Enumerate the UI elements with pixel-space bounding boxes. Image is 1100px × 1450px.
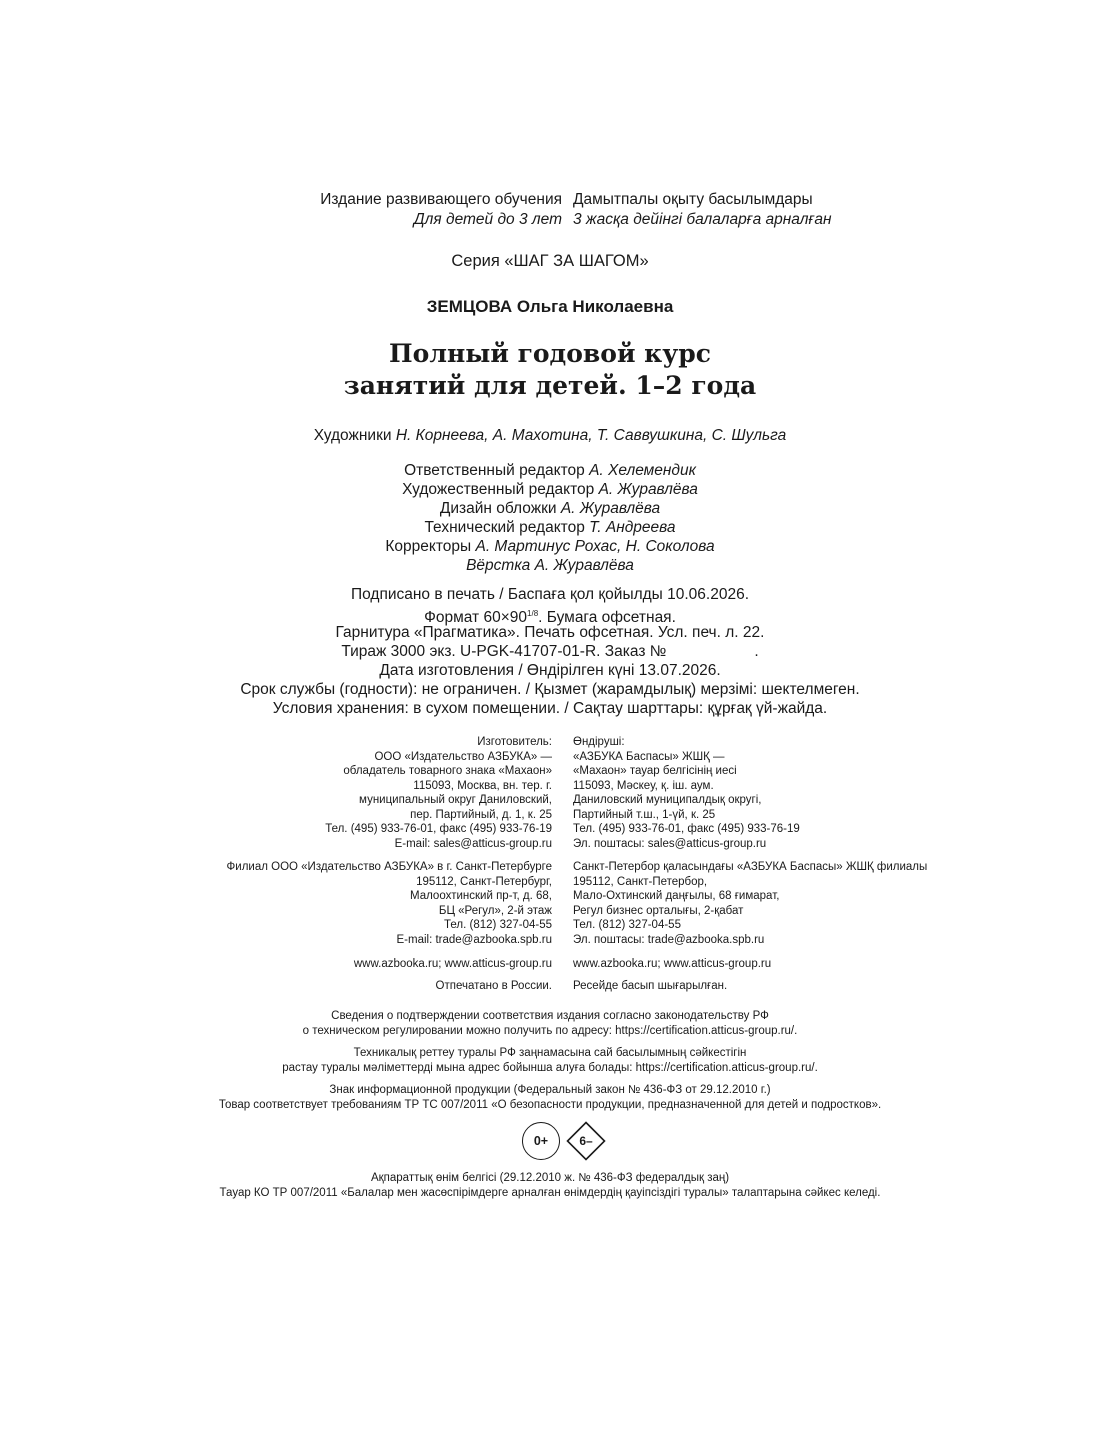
manufacturer-line: Изготовитель: bbox=[477, 736, 552, 748]
format-line bbox=[0, 604, 1100, 626]
branch-line: Тел. (812) 327-04-55 bbox=[444, 919, 552, 931]
artists-line bbox=[0, 427, 1100, 445]
credit-name: А. Журавлёва bbox=[598, 481, 698, 498]
certification-kz bbox=[0, 1046, 1100, 1075]
manufacturer-line: Партийный т.ш., 1-үй, к. 25 bbox=[573, 808, 716, 821]
credit-row bbox=[0, 537, 1100, 556]
edition-header-kz bbox=[573, 190, 831, 230]
credit-name: А. Журавлёва bbox=[534, 557, 634, 574]
manufacturer-kz bbox=[573, 735, 800, 851]
branch-kz bbox=[573, 860, 927, 947]
print-run: Тираж 3000 экз. U-PGK-41707-01-R. Заказ № bbox=[341, 643, 667, 660]
credit-role: Корректоры bbox=[385, 538, 472, 555]
branch-line: Филиал ООО «Издательство АЗБУКА» в г. Санкт-Петербурге bbox=[226, 861, 552, 873]
format-prefix: Формат 60×90 bbox=[424, 609, 527, 626]
artists-label: Художники bbox=[313, 427, 392, 444]
manufacture-date: Дата изготовления / Өндірілген күні 13.07.2026. bbox=[379, 662, 721, 679]
credit-role: Художественный редактор bbox=[402, 481, 595, 498]
age-note-kz: 3 жасқа дейінгі балаларға арналған bbox=[573, 211, 832, 228]
certification-line: Сведения о подтверждении соответствия издания согласно законодательству РФ bbox=[331, 1010, 769, 1022]
age-note-ru: Для детей до 3 лет bbox=[413, 211, 562, 228]
credit-row bbox=[0, 499, 1100, 518]
credit-role: Технический редактор bbox=[424, 519, 585, 536]
storage-conditions: Условия хранения: в сухом помещении. / Сақтау шарттары: құрғақ үй-жайда. bbox=[272, 700, 828, 717]
credit-role: Дизайн обложки bbox=[439, 500, 557, 517]
credit-role: Вёрстка bbox=[466, 557, 531, 574]
credit-name: А. Журавлёва bbox=[560, 500, 661, 517]
printed-in-kz: Ресейде басып шығарылған. bbox=[573, 980, 728, 992]
branch-line: Регул бизнес орталығы, 2-қабат bbox=[573, 904, 744, 917]
age-diamond-label: 6– bbox=[579, 1134, 593, 1148]
info-sign-line: Товар соответствует требованиям ТР ТС 007/2011 «О безопасности продукции, предназначенной для детей и подростков». bbox=[218, 1098, 882, 1111]
edition-type-kz: Дамытпалы оқыту басылымдары bbox=[573, 191, 813, 208]
author-name: ЗЕМЦОВА Ольга Николаевна bbox=[426, 297, 674, 316]
manufacturer-line: Өндіруші: bbox=[573, 736, 625, 748]
manufacturer-line: 115093, Москва, вн. тер. г. bbox=[413, 779, 552, 792]
branch-line: Санкт-Петербор қаласындағы «АЗБУКА Баспасы» ЖШҚ филиалы bbox=[573, 861, 928, 873]
manufacturer-line: Даниловский муниципалдық округі, bbox=[573, 794, 762, 806]
manufacturer-line: 115093, Мәскеу, қ. іш. аум. bbox=[573, 779, 714, 792]
print-run-line bbox=[0, 642, 1100, 661]
info-sign-kz bbox=[0, 1171, 1100, 1200]
service-life: Срок службы (годности): не ограничен. / Қызмет (жарамдылық) мерзімі: шектелмеген. bbox=[240, 681, 860, 698]
age-circle-label: 0+ bbox=[533, 1134, 549, 1148]
artists-names: Н. Корнеева, А. Махотина, Т. Саввушкина, С. Шульга bbox=[395, 427, 787, 444]
certification-line: растау туралы мәліметтерді мына адрес бойынша алуға болады: https://certification.atticus-group.ru/. bbox=[282, 1061, 818, 1074]
format-fraction: 1/8 bbox=[527, 609, 539, 618]
signed-date: Подписано в печать / Баспаға қол қойылды 10.06.2026. bbox=[350, 586, 750, 603]
age-circle-icon bbox=[522, 1122, 560, 1160]
print-details bbox=[0, 585, 1100, 718]
branch-line: 195112, Санкт-Петербор, bbox=[573, 875, 708, 888]
branch-line: Малоохтинский пр-т, д. 68, bbox=[409, 890, 552, 902]
websites-kz: www.azbooka.ru; www.atticus-group.ru bbox=[573, 958, 772, 970]
manufacturer-line: пер. Партийный, д. 1, к. 25 bbox=[410, 808, 552, 821]
manufacturer-email: E-mail: sales@atticus-group.ru bbox=[394, 837, 552, 850]
branch-line: 195112, Санкт-Петербург, bbox=[416, 875, 552, 888]
certification-line: Техникалық реттеу туралы РФ заңнамасына сай басылымның сәйкестігін bbox=[353, 1047, 747, 1059]
credit-row bbox=[0, 556, 1100, 575]
printed-in-ru: Отпечатано в России. bbox=[435, 980, 552, 992]
websites-ru: www.azbooka.ru; www.atticus-group.ru bbox=[353, 958, 552, 970]
age-diamond-icon bbox=[566, 1121, 606, 1161]
branch-email: E-mail: trade@azbooka.spb.ru bbox=[396, 933, 552, 946]
credit-name: А. Хелемендик bbox=[589, 462, 696, 479]
fraction-numerator: 1 bbox=[527, 609, 532, 618]
branch-line: Мало-Охтинский даңғылы, 68 ғимарат, bbox=[573, 890, 780, 902]
credit-name: А. Мартинус Рохас, Н. Соколова bbox=[475, 538, 715, 555]
info-sign-line: Знак информационной продукции (Федеральный закон № 436-ФЗ от 29.12.2010 г.) bbox=[329, 1084, 771, 1096]
branch-line: БЦ «Регул», 2-й этаж bbox=[438, 904, 552, 917]
print-run-end: . bbox=[754, 643, 759, 660]
manufacturer-line: «Махаон» тауар белгісінің иесі bbox=[573, 765, 737, 777]
manufacturer-line: «АЗБУКА Баспасы» ЖШҚ — bbox=[573, 750, 725, 763]
info-sign-line: Ақпараттық өнім белгісі (29.12.2010 ж. № 436-ФЗ федералдық заң) bbox=[370, 1172, 730, 1184]
manufacturer-line: Тел. (495) 933-76-01, факс (495) 933-76-19 bbox=[573, 823, 800, 835]
manufacturer-line: Тел. (495) 933-76-01, факс (495) 933-76-19 bbox=[325, 823, 552, 835]
series-name: Серия «ШАГ ЗА ШАГОМ» bbox=[451, 252, 649, 270]
book-title-line-1: Полный годовой курс bbox=[389, 339, 711, 368]
format-suffix: . Бумага офсетная. bbox=[538, 609, 676, 626]
manufacturer-line: ООО «Издательство АЗБУКА» — bbox=[374, 750, 552, 763]
typeface-line: Гарнитура «Прагматика». Печать офсетная. Усл. печ. л. 22. bbox=[335, 624, 765, 641]
credit-row bbox=[0, 461, 1100, 480]
edition-header-ru bbox=[320, 190, 562, 230]
book-title bbox=[0, 338, 1100, 402]
manufacturer-email: Эл. поштасы: sales@atticus-group.ru bbox=[573, 837, 767, 850]
manufacturer-ru bbox=[325, 735, 552, 851]
credit-name: Т. Андреева bbox=[589, 519, 676, 536]
certification-ru bbox=[0, 1009, 1100, 1038]
certification-line: о техническом регулировании можно получить по адресу: https://certification.atticus-group.ru/. bbox=[302, 1024, 798, 1037]
branch-email: Эл. поштасы: trade@azbooka.spb.ru bbox=[573, 933, 765, 946]
credit-role: Ответственный редактор bbox=[404, 462, 585, 479]
manufacturer-line: обладатель товарного знака «Махаон» bbox=[343, 765, 552, 777]
manufacturer-line: муниципальный округ Даниловский, bbox=[359, 794, 552, 806]
credits-list bbox=[0, 461, 1100, 575]
credit-row bbox=[0, 480, 1100, 499]
edition-type-ru: Издание развивающего обучения bbox=[320, 191, 562, 208]
info-sign-ru bbox=[0, 1083, 1100, 1112]
fraction-denominator: 8 bbox=[533, 609, 539, 618]
branch-line: Тел. (812) 327-04-55 bbox=[573, 919, 681, 931]
info-sign-line: Тауар КО ТР 007/2011 «Балалар мен жасөспірімдерге арналған өнімдердің қауіпсіздігі туралы» талаптарына сәйкес келеді. bbox=[219, 1186, 881, 1199]
book-title-line-2: занятий для детей. 1–2 года bbox=[343, 371, 757, 400]
age-marks bbox=[520, 1121, 610, 1161]
branch-ru bbox=[227, 860, 552, 947]
credit-row bbox=[0, 518, 1100, 537]
